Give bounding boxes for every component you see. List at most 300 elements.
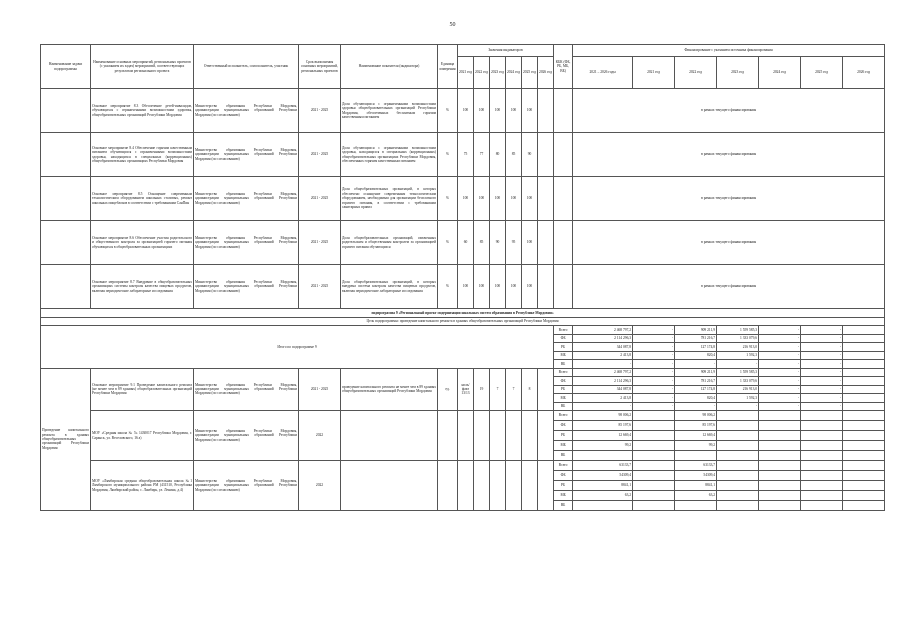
finance-value-cell: - <box>759 385 801 394</box>
period-cell: 2021 - 2025 <box>299 221 341 265</box>
unit-cell: % <box>438 221 458 265</box>
finance-value-cell: - <box>573 402 633 411</box>
finance-value-cell: 2 413,8 <box>573 394 633 403</box>
finance-value-cell: - <box>675 360 717 369</box>
target-value-cell: 100 <box>506 265 522 309</box>
target-value-cell <box>490 411 506 461</box>
kbk-cell: МБ <box>554 351 573 360</box>
year-ind: 2026 год <box>538 57 554 89</box>
event-cell: Основное мероприятие 8.6 Обеспечение участия родительского и общественного контроля за организацией горячего питания обучающихся в общеобразовательных организациях <box>91 221 194 265</box>
program-table <box>40 44 885 511</box>
finance-value-cell <box>675 501 717 511</box>
target-value-cell: 100 <box>458 265 474 309</box>
finance-value-cell <box>633 481 675 491</box>
finance-cell: в рамках текущего финансирования <box>573 221 885 265</box>
target-value-cell <box>538 265 554 309</box>
finance-value-cell <box>801 471 843 481</box>
task-cell <box>41 177 91 221</box>
kbk-cell <box>554 133 573 177</box>
finance-value-cell <box>633 491 675 501</box>
measure-row <box>41 177 885 221</box>
finance-value-cell <box>717 441 759 451</box>
responsible-cell: Министерство образования Республики Мордовия, администрации муниципальных образований Республики Мордовия (по согласованию) <box>194 177 299 221</box>
finance-value-cell: 1 592,3 <box>717 394 759 403</box>
finance-value-cell: - <box>717 360 759 369</box>
kbk-cell: ФБ <box>554 377 573 386</box>
finance-value-cell <box>843 360 885 369</box>
finance-value-cell <box>801 481 843 491</box>
finance-value-cell: 2 114 296,3 <box>573 377 633 386</box>
task-cell <box>41 89 91 133</box>
responsible-cell: Министерство образования Республики Мордовия, администрации муниципальных образований Республики Мордовия (по согласованию) <box>194 265 299 309</box>
finance-value-cell: - <box>633 360 675 369</box>
finance-value-cell <box>717 431 759 441</box>
responsible-cell: Министерство образования Республики Мордовия, администрации муниципальных образований Республики Мордовия (по согласованию) <box>194 368 299 411</box>
header-row-1 <box>41 45 885 57</box>
finance-value-cell: 820,4 <box>675 394 717 403</box>
finance-value-cell <box>759 501 801 511</box>
finance-value-cell <box>759 461 801 471</box>
finance-value-cell: 85 197,6 <box>573 421 633 431</box>
finance-value-cell <box>573 451 633 461</box>
subprogram-goal-row <box>41 317 885 326</box>
finance-value-cell <box>843 402 885 411</box>
finance-value-cell <box>633 411 675 421</box>
kbk-cell: ФБ <box>554 334 573 343</box>
year-fin: 2023 год <box>717 57 759 89</box>
main-event-fin-row <box>41 368 885 377</box>
finance-value-cell: 54309,4 <box>573 471 633 481</box>
indicator-cell <box>341 411 438 461</box>
finance-value-cell: - <box>759 394 801 403</box>
finance-value-cell <box>633 421 675 431</box>
responsible-cell: Министерство образования Республики Мордовия, администрации муниципальных образований Республики Мордовия (по согласованию) <box>194 411 299 461</box>
finance-value-cell: - <box>717 402 759 411</box>
target-value-cell: 100 <box>458 89 474 133</box>
finance-value-cell: - <box>801 360 843 369</box>
finance-value-cell <box>717 411 759 421</box>
year-fin: 2025 год <box>801 57 843 89</box>
finance-value-cell: - <box>801 385 843 394</box>
finance-value-cell: 54309,4 <box>675 471 717 481</box>
finance-value-cell: 1 559 585,3 <box>717 368 759 377</box>
finance-value-cell <box>633 431 675 441</box>
subprogram-title: подпрограмма 9 «Региональный проект модернизации школьных систем образования в Республике Мордовия» <box>41 309 885 318</box>
finance-value-cell <box>633 441 675 451</box>
school1-fin-row <box>41 411 885 421</box>
header-event: Наименование основных мероприятий, региональных проектов (с указанием их задач) мероприятий, соответствующих результатам регионального проекта <box>91 45 194 89</box>
indicator-cell: Доля общеобразовательных организаций, в которых внедрена система контроля качества пищевых продуктов, включая периодические лабораторные исследования <box>341 265 438 309</box>
finance-value-cell <box>759 411 801 421</box>
kbk-cell: ФБ <box>554 421 573 431</box>
finance-value-cell <box>801 431 843 441</box>
event-cell: Основное мероприятие 8.5 Оснащение современным технологическим оборудованием школьных столовых, ремонт школьных пищеблоков в соответствии с требованиями СанПин <box>91 177 194 221</box>
target-value-cell <box>522 411 538 461</box>
unit-sub-cell: ноль/факт 13/13 <box>458 368 474 411</box>
finance-value-cell: - <box>759 402 801 411</box>
finance-value-cell: - <box>573 360 633 369</box>
finance-value-cell <box>675 451 717 461</box>
indicator-cell <box>341 461 438 511</box>
target-value-cell: 85 <box>474 221 490 265</box>
header-indicator: Наименование показателя (индикатора) <box>341 45 438 89</box>
finance-value-cell: 85 197,6 <box>675 421 717 431</box>
finance-value-cell <box>843 451 885 461</box>
finance-value-cell: - <box>759 351 801 360</box>
finance-value-cell <box>843 421 885 431</box>
finance-value-cell <box>843 411 885 421</box>
kbk-cell <box>554 89 573 133</box>
school-event-cell: МОУ «Средняя школа № 5» 1430017 Республика Мордовия, г. Саранск, ул. Веселовского, 16 а) <box>91 411 194 461</box>
finance-value-cell <box>759 481 801 491</box>
target-value-cell: 8 <box>522 368 538 411</box>
period-cell: 2021 - 2025 <box>299 133 341 177</box>
task-cell <box>41 221 91 265</box>
finance-value-cell: 99,2 <box>573 441 633 451</box>
finance-value-cell: - <box>801 334 843 343</box>
finance-value-cell: 781 216,7 <box>675 334 717 343</box>
finance-value-cell: - <box>633 343 675 352</box>
finance-value-cell <box>717 461 759 471</box>
finance-value-cell <box>843 326 885 335</box>
finance-value-cell <box>843 343 885 352</box>
responsible-cell: Министерство образования Республики Мордовия, администрации муниципальных образований Республики Мордовия (по согласованию) <box>194 133 299 177</box>
finance-cell: в рамках текущего финансирования <box>573 133 885 177</box>
finance-value-cell <box>843 385 885 394</box>
finance-value-cell: 12 669,4 <box>675 431 717 441</box>
year-fin: 2024 год <box>759 57 801 89</box>
year-fin: 2026 год <box>843 57 885 89</box>
subprogram-title-row <box>41 309 885 318</box>
target-value-cell <box>506 411 522 461</box>
target-value-cell: 95 <box>506 221 522 265</box>
year-fin: 2021 год <box>633 57 675 89</box>
kbk-cell: МБ <box>554 441 573 451</box>
finance-value-cell: - <box>675 402 717 411</box>
target-value-cell: 100 <box>458 177 474 221</box>
target-value-cell: 100 <box>522 265 538 309</box>
target-value-cell: 100 <box>522 89 538 133</box>
finance-value-cell: - <box>633 351 675 360</box>
unit-cell <box>438 411 458 461</box>
kbk-cell <box>554 221 573 265</box>
responsible-cell: Министерство образования Республики Мордовия, администрации муниципальных образований Республики Мордовия (по согласованию) <box>194 89 299 133</box>
finance-value-cell <box>759 491 801 501</box>
finance-value-cell: 2 468 797,2 <box>573 368 633 377</box>
target-value-cell <box>458 411 474 461</box>
finance-value-cell: 2 468 797,2 <box>573 326 633 335</box>
task-cell <box>41 133 91 177</box>
finance-value-cell <box>759 471 801 481</box>
period-cell: 2021 - 2025 <box>299 89 341 133</box>
unit-cell: % <box>438 265 458 309</box>
event-cell: Основное мероприятие 8.3 Обеспечение детей-инвалидов, обучающихся с ограниченными возможностями здоровья, общеобразовательных организаций Республики Мордовия <box>91 89 194 133</box>
finance-value-cell <box>759 421 801 431</box>
finance-value-cell <box>633 451 675 461</box>
finance-value-cell <box>843 334 885 343</box>
target-value-cell: 7 <box>506 368 522 411</box>
header-unit: Единица измерения <box>438 45 458 89</box>
period-cell: 2021 - 2025 <box>299 177 341 221</box>
finance-value-cell <box>633 471 675 481</box>
header-task: Наименование задачи подпрограммы <box>41 45 91 89</box>
finance-value-cell <box>717 501 759 511</box>
page-number: 50 <box>449 22 456 28</box>
finance-value-cell: 216 913,0 <box>717 343 759 352</box>
target-value-cell: 85 <box>506 133 522 177</box>
year-ind: 2023 год <box>490 57 506 89</box>
finance-value-cell: - <box>633 402 675 411</box>
finance-value-cell <box>843 441 885 451</box>
target-value-cell: 100 <box>506 89 522 133</box>
target-value-cell <box>458 461 474 511</box>
year-ind: 2022 год <box>474 57 490 89</box>
finance-value-cell <box>801 491 843 501</box>
header-kbk: КБК (ФБ, РБ, МБ, ВБ) <box>554 45 573 89</box>
finance-value-cell: 2 114 296,3 <box>573 334 633 343</box>
unit-cell: % <box>438 177 458 221</box>
target-value-cell: 7 <box>490 368 506 411</box>
finance-value-cell: 63133,7 <box>573 461 633 471</box>
finance-value-cell <box>801 411 843 421</box>
measure-row <box>41 133 885 177</box>
target-value-cell: 100 <box>474 177 490 221</box>
finance-value-cell: - <box>801 377 843 386</box>
finance-value-cell: 1 333 079,6 <box>717 334 759 343</box>
school2-fin-row <box>41 461 885 471</box>
finance-value-cell <box>843 501 885 511</box>
finance-value-cell: - <box>633 334 675 343</box>
target-value-cell <box>474 461 490 511</box>
target-value-cell: 100 <box>474 89 490 133</box>
subprogram-goal: Цель подпрограммы: проведение капитального ремонта в зданиях общеобразовательных организаций Республики Мордовия <box>41 317 885 326</box>
year-ind: 2024 год <box>506 57 522 89</box>
finance-value-cell: - <box>801 402 843 411</box>
target-value-cell <box>474 411 490 461</box>
unit-cell <box>438 461 458 511</box>
target-value-cell <box>538 411 554 461</box>
period-cell: 2021 - 2025 <box>299 265 341 309</box>
finance-value-cell: 12 669,4 <box>573 431 633 441</box>
finance-value-cell <box>717 421 759 431</box>
finance-value-cell <box>759 441 801 451</box>
target-value-cell: 100 <box>490 177 506 221</box>
kbk-cell: РБ <box>554 481 573 491</box>
finance-value-cell <box>801 461 843 471</box>
finance-value-cell: 1 592,3 <box>717 351 759 360</box>
kbk-cell: ВБ <box>554 501 573 511</box>
year-fin: 2021 – 2026 годы <box>573 57 633 89</box>
indicator-cell: проведение капитального ремонта не менее чем в 89 зданиях общеобразовательных организаций Республики Мордовия <box>341 368 438 411</box>
indicator-cell: Доля общеобразовательных организаций, охваченных родительским и общественным контролем за организацией горячего питания обучающихся <box>341 221 438 265</box>
unit-cell: % <box>438 133 458 177</box>
finance-value-cell <box>801 441 843 451</box>
target-value-cell: 100 <box>522 177 538 221</box>
header-target-values: Значения индикаторов <box>458 45 554 57</box>
finance-value-cell: - <box>633 368 675 377</box>
unit-cell: % <box>438 89 458 133</box>
responsible-cell: Министерство образования Республики Мордовия, администрации муниципальных образований Республики Мордовия (по согласованию) <box>194 461 299 511</box>
kbk-cell: РБ <box>554 431 573 441</box>
finance-value-cell: 820,4 <box>675 351 717 360</box>
finance-value-cell: 344 087,8 <box>573 385 633 394</box>
finance-value-cell: 8841,1 <box>573 481 633 491</box>
target-value-cell: 75 <box>458 133 474 177</box>
finance-value-cell: - <box>801 368 843 377</box>
period-cell: 2022 <box>299 411 341 461</box>
finance-value-cell: 63133,7 <box>675 461 717 471</box>
task-cell <box>41 265 91 309</box>
finance-value-cell: - <box>801 343 843 352</box>
target-value-cell <box>538 89 554 133</box>
kbk-cell: ВБ <box>554 451 573 461</box>
finance-value-cell: 216 913,0 <box>717 385 759 394</box>
finance-value-cell: 909 211,9 <box>675 326 717 335</box>
kbk-cell <box>554 177 573 221</box>
finance-value-cell: - <box>759 326 801 335</box>
target-value-cell: 80 <box>490 133 506 177</box>
measure-row <box>41 89 885 133</box>
target-value-cell <box>522 461 538 511</box>
kbk-cell <box>554 265 573 309</box>
event-cell: Основное мероприятие 8.4 Обеспечение горячим качественным питанием обучающихся с ограниченными возможностями здоровья, находящихся в специальных (коррекционных) общеобразовательных организациях Республики Мордовия <box>91 133 194 177</box>
school-event-cell: МОУ «Лямбирская средняя общеобразовательная школа №1 Лямбирского муниципального района РМ (431510, Республика Мордовия, Лямбирский район, с. Лямбирь, ул. Ленина, д.4) <box>91 461 194 511</box>
finance-value-cell: - <box>801 394 843 403</box>
finance-value-cell <box>843 368 885 377</box>
finance-value-cell: 98 006,2 <box>573 411 633 421</box>
event-cell: Основное мероприятие 9.1 Проведение капитального ремонта (не менее чем в 89 зданиях) общеобразовательных организаций Республики Мордовия <box>91 368 194 411</box>
kbk-cell: МБ <box>554 491 573 501</box>
period-cell: 2021 - 2025 <box>299 368 341 411</box>
finance-cell: в рамках текущего финансирования <box>573 177 885 221</box>
target-value-cell: 19 <box>474 368 490 411</box>
finance-value-cell <box>801 501 843 511</box>
responsible-cell: Министерство образования Республики Мордовия, администрации муниципальных образований Республики Мордовия (по согласованию) <box>194 221 299 265</box>
target-value-cell <box>506 461 522 511</box>
finance-value-cell: 127 174,8 <box>675 385 717 394</box>
target-value-cell: 60 <box>458 221 474 265</box>
finance-cell: в рамках текущего финансирования <box>573 265 885 309</box>
target-value-cell: 77 <box>474 133 490 177</box>
target-value-cell <box>538 368 554 411</box>
kbk-cell: Всего <box>554 461 573 471</box>
finance-value-cell: 99,2 <box>675 441 717 451</box>
finance-value-cell: 98 006,2 <box>675 411 717 421</box>
measure-row <box>41 221 885 265</box>
finance-value-cell: 344 087,8 <box>573 343 633 352</box>
finance-value-cell: - <box>633 385 675 394</box>
finance-value-cell: - <box>759 368 801 377</box>
finance-value-cell <box>843 461 885 471</box>
finance-cell: в рамках текущего финансирования <box>573 89 885 133</box>
finance-value-cell <box>843 394 885 403</box>
finance-value-cell: 127 174,8 <box>675 343 717 352</box>
event-cell: Основное мероприятие 8.7 Внедрение в общеобразовательных организациях системы контроля качества пищевых продуктов, включая периодические лабораторные исследования <box>91 265 194 309</box>
finance-value-cell: 1 559 585,3 <box>717 326 759 335</box>
finance-value-cell <box>843 491 885 501</box>
measure-row <box>41 265 885 309</box>
finance-value-cell <box>717 471 759 481</box>
target-value-cell: 100 <box>490 89 506 133</box>
finance-value-cell <box>801 421 843 431</box>
target-value-cell: 100 <box>522 221 538 265</box>
finance-value-cell: - <box>759 360 801 369</box>
header-responsible: Ответственный исполнитель, соисполнитель, участник <box>194 45 299 89</box>
finance-value-cell <box>843 481 885 491</box>
finance-value-cell <box>717 491 759 501</box>
finance-value-cell: - <box>759 377 801 386</box>
finance-value-cell: - <box>633 377 675 386</box>
target-value-cell <box>538 133 554 177</box>
indicator-cell: Доля общеобразовательных организаций, в которых обеспечено оснащение современным технологическим оборудованием, необходимым для организации бесплатного горячего питания, в соответствии с требованиями санитарных правил <box>341 177 438 221</box>
finance-value-cell: 63,2 <box>675 491 717 501</box>
finance-value-cell: - <box>801 351 843 360</box>
task-9: Проведение капитального ремонта в зданиях общеобразовательных организаций Республики Мордовия <box>41 368 91 511</box>
finance-value-cell <box>633 501 675 511</box>
target-value-cell <box>490 461 506 511</box>
finance-value-cell <box>717 481 759 491</box>
finance-value-cell <box>843 377 885 386</box>
finance-value-cell <box>759 451 801 461</box>
total-label: Итого по подпрограмме 9 <box>41 326 554 369</box>
year-ind: 2021 год <box>458 57 474 89</box>
target-value-cell <box>538 461 554 511</box>
finance-value-cell <box>843 431 885 441</box>
finance-value-cell <box>717 451 759 461</box>
target-value-cell: 90 <box>490 221 506 265</box>
finance-value-cell <box>573 501 633 511</box>
finance-value-cell <box>801 451 843 461</box>
kbk-cell: Всего <box>554 368 573 377</box>
total-fin-row <box>41 326 885 335</box>
finance-value-cell: 781 216,7 <box>675 377 717 386</box>
indicator-cell: Доля обучающихся с ограниченными возможностями здоровья, находящихся в специальных (коррекционных) общеобразовательных организациях Республики Мордовия, обеспеченных горячим качественным питанием <box>341 133 438 177</box>
finance-value-cell <box>843 471 885 481</box>
kbk-cell: РБ <box>554 385 573 394</box>
finance-value-cell: - <box>759 343 801 352</box>
finance-value-cell: 909 211,9 <box>675 368 717 377</box>
kbk-cell: Всего <box>554 326 573 335</box>
target-value-cell: 100 <box>474 265 490 309</box>
unit-cell: ед. <box>438 368 458 411</box>
finance-value-cell: 1 333 079,6 <box>717 377 759 386</box>
year-fin: 2022 год <box>675 57 717 89</box>
finance-value-cell <box>759 431 801 441</box>
indicator-cell: Доля обучающихся с ограниченными возможностями здоровья общеобразовательных организаций Республики Мордовия, обеспеченных бесплатным горячим качественным питанием <box>341 89 438 133</box>
year-ind: 2025 год <box>522 57 538 89</box>
finance-value-cell: 63,2 <box>573 491 633 501</box>
finance-value-cell <box>633 461 675 471</box>
finance-value-cell: - <box>759 334 801 343</box>
finance-value-cell: - <box>633 326 675 335</box>
finance-value-cell: 8841,1 <box>675 481 717 491</box>
finance-value-cell: - <box>633 394 675 403</box>
target-value-cell <box>538 221 554 265</box>
finance-value-cell: 2 413,8 <box>573 351 633 360</box>
finance-value-cell: - <box>801 326 843 335</box>
kbk-cell: ВБ <box>554 402 573 411</box>
target-value-cell: 100 <box>506 177 522 221</box>
target-value-cell: 90 <box>522 133 538 177</box>
kbk-cell: Всего <box>554 411 573 421</box>
kbk-cell: ФБ <box>554 471 573 481</box>
header-period: Срок выполнения основных мероприятий, региональных проектов <box>299 45 341 89</box>
target-value-cell <box>538 177 554 221</box>
kbk-cell: РБ <box>554 343 573 352</box>
header-finance: Финансирование с указанием источника финансирования <box>573 45 885 57</box>
period-cell: 2022 <box>299 461 341 511</box>
kbk-cell: ВБ <box>554 360 573 369</box>
